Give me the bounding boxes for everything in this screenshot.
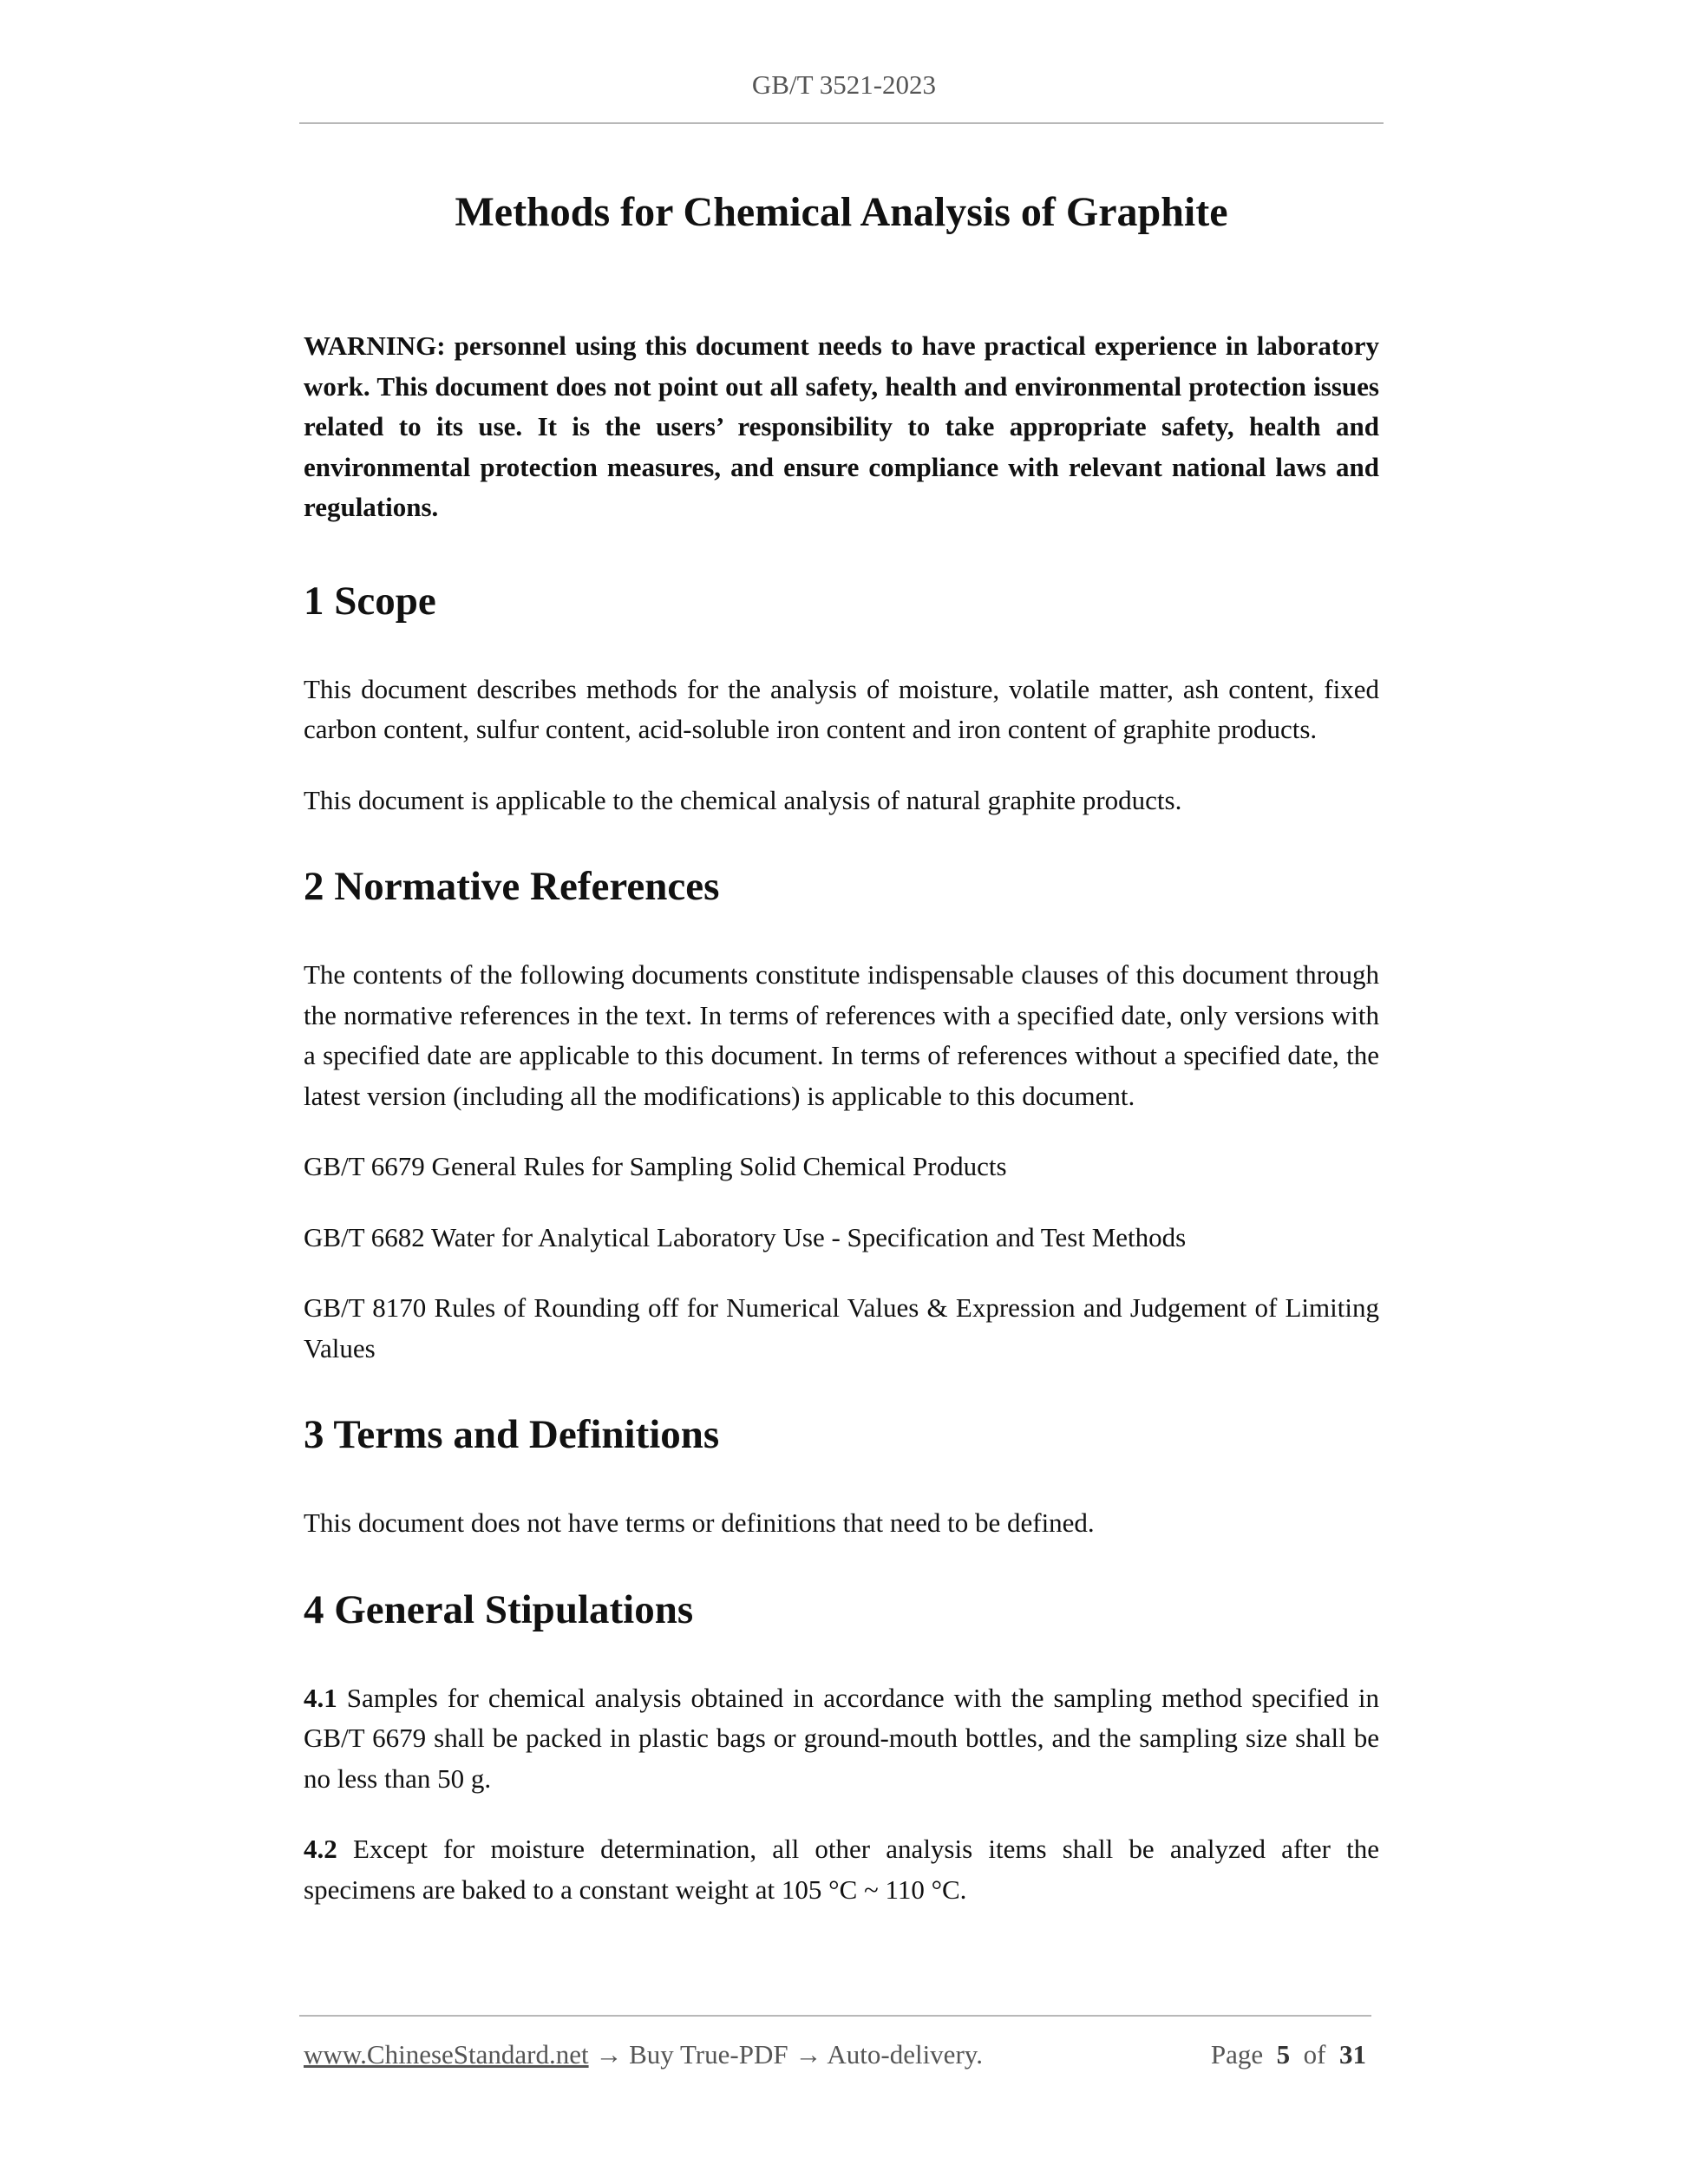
clause-number: 4.1 <box>304 1682 337 1713</box>
clause-4-2 <box>304 1829 1379 1910</box>
page-number: 5 <box>1276 2039 1291 2070</box>
footer-promo-text: → Buy True-PDF → Auto-delivery. <box>595 2039 983 2070</box>
reference-item-gbt-8170: GB/T 8170 Rules of Rounding off for Numerical Values & Expression and Judgement of Limiting Values <box>304 1292 1379 1363</box>
section-heading-general-stipulations: 4 General Stipulations <box>304 1586 694 1632</box>
normative-references-intro: The contents of the following documents constitute indispensable clauses of this document through the normative references in the text. In terms of references with a specified date, only versions with a specified date are applicable to this document. In terms of references without a specified date, the latest version (including all the modifications) is applicable to this document. <box>304 959 1379 1111</box>
page-indicator <box>1211 2039 1366 2070</box>
page-header-standard-code: GB/T 3521-2023 <box>751 69 937 100</box>
header-divider <box>299 122 1384 124</box>
warning-paragraph: WARNING: personnel using this document needs to have practical experience in laboratory work. This document does not point out all safety, health and environmental protection issues related to its use. It is the users’ responsibility to take appropriate safety, health and environmental protection measures, and ensure compliance with relevant national laws and regulations. <box>304 330 1379 522</box>
of-label: of <box>1303 2039 1326 2070</box>
clause-4-1 <box>304 1678 1379 1800</box>
document-title: Methods for Chemical Analysis of Graphite <box>455 189 1228 235</box>
scope-paragraph-description: This document describes methods for the analysis of moisture, volatile matter, ash content, fixed carbon content, sulfur content, acid-soluble iron content and iron content of graphite products. <box>304 673 1379 744</box>
reference-item-gbt-6679: GB/T 6679 General Rules for Sampling Solid Chemical Products <box>304 1151 1007 1181</box>
footer-promo <box>304 2039 983 2070</box>
clause-number: 4.2 <box>304 1834 337 1864</box>
scope-paragraph-applicability: This document is applicable to the chemical analysis of natural graphite products. <box>304 784 1182 815</box>
section-heading-normative-references: 2 Normative References <box>304 864 720 909</box>
document-body <box>304 182 1379 1910</box>
clause-text: Samples for chemical analysis obtained in accordance with the sampling method specified in GB/T 6679 shall be packed in plastic bags or ground-mouth bottles, and the sampling size shall be no less than 50 g. <box>304 1682 1379 1794</box>
page-label: Page <box>1210 2039 1264 2070</box>
site-link[interactable]: www.ChineseStandard.net <box>304 2039 589 2070</box>
terms-paragraph: This document does not have terms or definitions that need to be defined. <box>304 1507 1095 1538</box>
clause-text: Except for moisture determination, all other analysis items shall be analyzed after the specimens are baked to a constant weight at 105 °C ~ 110 °C. <box>304 1834 1380 1905</box>
page-total: 31 <box>1339 2039 1366 2070</box>
reference-item-gbt-6682: GB/T 6682 Water for Analytical Laboratory Use - Specification and Test Methods <box>304 1221 1187 1252</box>
footer-divider <box>299 2015 1371 2017</box>
section-heading-scope: 1 Scope <box>304 578 436 624</box>
section-heading-terms-and-definitions: 3 Terms and Definitions <box>304 1412 720 1457</box>
